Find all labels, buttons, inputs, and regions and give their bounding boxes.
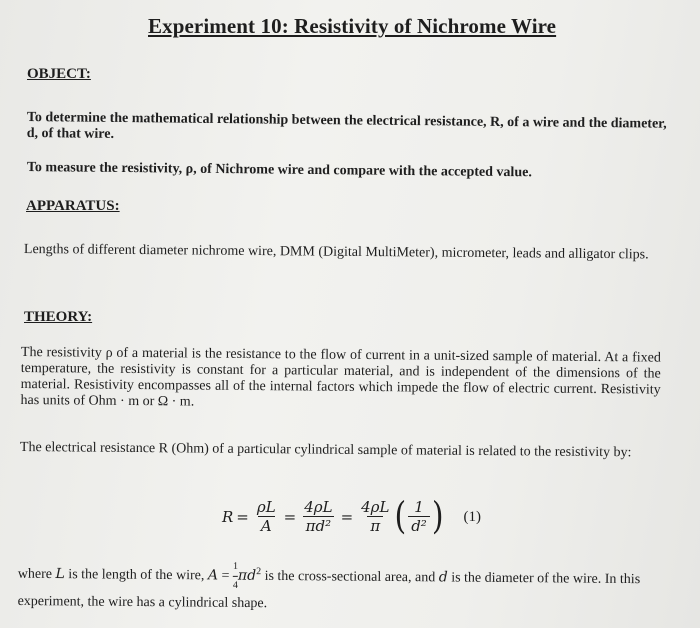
where-t5: is the diameter of the wire. In this experiment, the wire has a cylindrical shape. [17,570,641,612]
eq-f2-num: 4ρL [304,498,333,516]
where-q-den: 4 [233,576,238,595]
eq-fraction-1 [254,499,279,535]
eq-right-paren: ) [431,494,444,539]
eq-f4-den: d² [408,516,430,535]
eq-f4-num: 1 [414,498,424,516]
object-heading: OBJECT: [27,66,91,82]
equation-number: (1) [463,508,482,525]
where-square: 2 [256,566,262,578]
theory-heading: THEORY: [24,309,93,325]
eq-f2-den: πd² [303,516,334,535]
eq-lhs: R [222,508,234,526]
where-t4: is the cross-sectional area, and [261,568,439,586]
apparatus-text: Lengths of different diameter nichrome wire, DMM (Digital MultiMeter), micrometer, leads and alligator clips. [23,242,649,263]
eq-f1-den: A [258,516,275,535]
eq-sign-1: = [236,508,249,526]
object-paragraph-2: To measure the resistivity, ρ, of Nichrome wire and compare with the accepted value. [26,160,532,181]
eq-f3-num: 4ρL [361,498,390,516]
where-var-A: A [207,567,219,584]
where-t3: = [217,568,234,584]
where-paragraph [18,556,658,617]
document-title: Experiment 10: Resistivity of Nichrome Wire [148,14,557,38]
theory-paragraph-2: The electrical resistance R (Ohm) of a particular cylindrical sample of material is related to the resistivity by: [19,440,632,461]
where-var-d: d [438,569,448,586]
eq-fraction-4 [408,499,430,535]
eq-sign-3: = [340,508,354,526]
where-pi-d: πd [237,567,257,584]
eq-f3-den: π [367,516,383,535]
eq-fraction-3 [358,499,392,535]
theory-paragraph-1: The resistivity ρ of a material is the resistance to the flow of current in a unit-sized sample of material. At a fixed temperature, the resistivity is constant for a particular material, and is independent of the dimensions of the material. Resistivity encompasses all of the internal factors which impede the flow of electric current. Resistivity has units of Ohm · m or Ω · m. [20,345,661,410]
where-t1: where [17,566,56,583]
where-var-L: L [55,566,65,583]
object-paragraph-1: To determine the mathematical relationship between the electrical resistance, R, of a wire and the diameter, d, of that wire. [26,110,667,142]
eq-sign-2: = [283,508,297,526]
apparatus-heading: APPARATUS: [26,198,120,214]
eq-left-paren: ( [394,494,407,539]
eq-f1-num: ρL [256,498,276,516]
resistance-equation [222,494,481,540]
eq-fraction-2 [301,499,335,535]
where-t2: is the length of the wire, [64,567,208,584]
where-q-num: 1 [232,560,239,572]
